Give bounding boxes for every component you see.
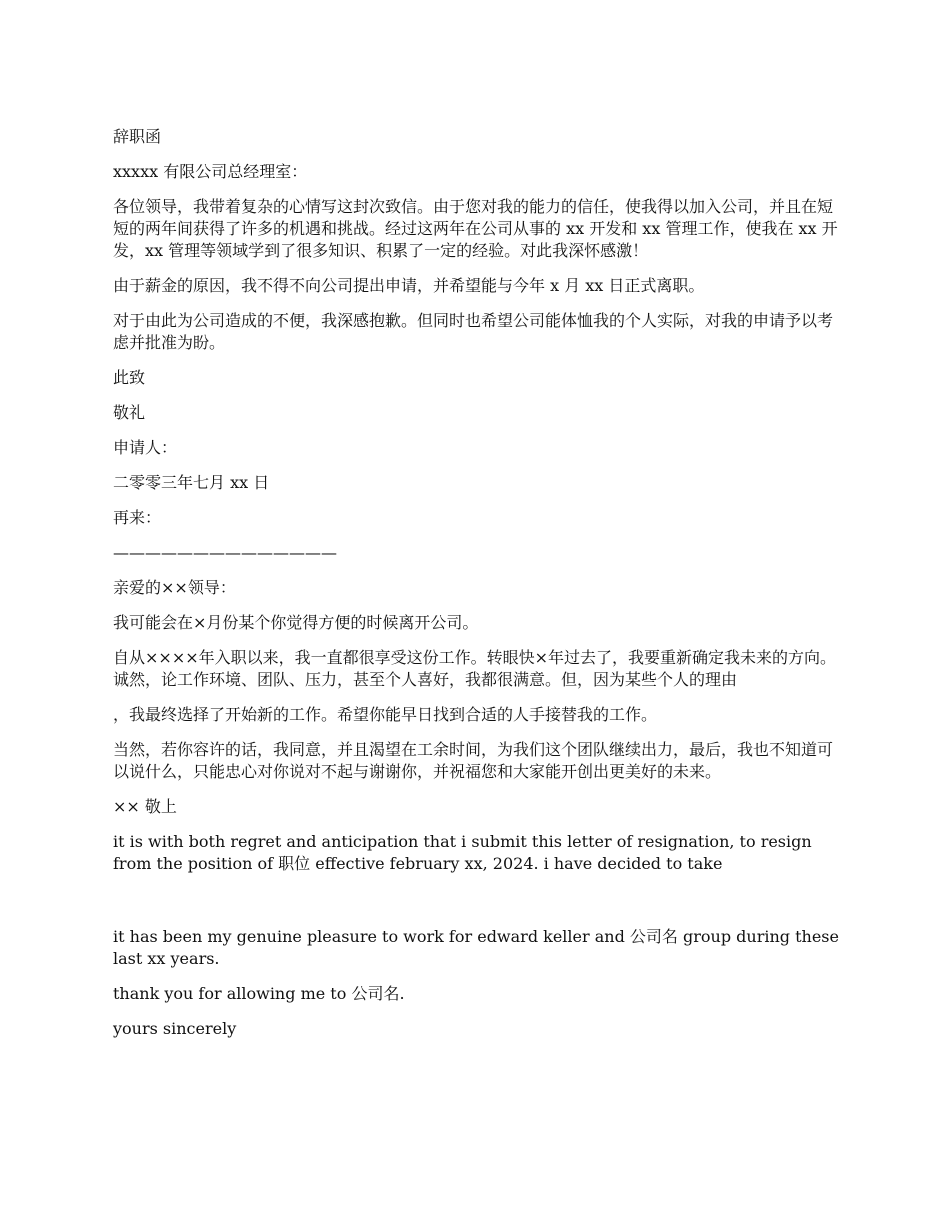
- letter1-salutation: xxxxx 有限公司总经理室：: [113, 162, 308, 181]
- letter2-paragraph: 我可能会在×月份某个你觉得方便的时候离开公司。: [113, 613, 479, 632]
- blank-gap: [113, 888, 841, 926]
- letter1-applicant: 申请人：: [113, 438, 178, 457]
- letter2-paragraph: 自从××××年入职以来，我一直都很享受这份工作。转眼快×年过去了，我要重新确定我未来的方向。诚然，论工作环境、团队、压力，甚至个人喜好，我都很满意。但，因为某些个人的理由: [113, 648, 837, 689]
- letter1-closing-cizhi: 此致: [113, 368, 146, 387]
- letter3-paragraph: it has been my genuine pleasure to work for edward keller and 公司名 group during these last xx years.: [113, 927, 839, 968]
- letter3-paragraph: it is with both regret and anticipation that i submit this letter of resignation, to resign from the position of 职位 effective february xx, 2024. i have decided to take: [113, 832, 812, 873]
- separator-line: ——————————————: [113, 543, 337, 562]
- letter1-closing-jingli: 敬礼: [113, 403, 146, 422]
- letter3-paragraph: thank you for allowing me to 公司名.: [113, 984, 405, 1003]
- letter1-paragraph: 各位领导，我带着复杂的心情写这封次致信。由于您对我的能力的信任，使我得以加入公司，并且在短短的两年间获得了许多的机遇和挑战。经过这两年在公司从事的 xx 开发和 xx 管理工作，使我在 xx 开发，xx 管理等领域学到了很多知识、积累了一定的经验。对此我深怀感激！: [113, 197, 838, 260]
- letter1-paragraph: 由于薪金的原因，我不得不向公司提出申请，并希望能与今年 x 月 xx 日正式离职。: [113, 276, 705, 295]
- document-page: [113, 126, 841, 1053]
- letter1-paragraph: 对于由此为公司造成的不便，我深感抱歉。但同时也希望公司能体恤我的个人实际，对我的申请予以考虑并批准为盼。: [113, 311, 834, 352]
- letter3-closing: yours sincerely: [113, 1019, 237, 1038]
- letter2-paragraph: ，我最终选择了开始新的工作。希望你能早日找到合适的人手接替我的工作。: [113, 705, 658, 724]
- letter2-paragraph: 当然，若你容许的话，我同意，并且渴望在工余时间，为我们这个团队继续出力，最后，我也不知道可以说什么，只能忠心对你说对不起与谢谢你，并祝福您和大家能开创出更美好的未来。: [113, 740, 834, 781]
- letter2-signature: ×× 敬上: [113, 797, 177, 816]
- letter1-date: 二零零三年七月 xx 日: [113, 473, 270, 492]
- separator-label: 再来：: [113, 508, 162, 527]
- letter2-salutation: 亲爱的××领导：: [113, 578, 236, 597]
- document-title: 辞职函: [113, 127, 162, 146]
